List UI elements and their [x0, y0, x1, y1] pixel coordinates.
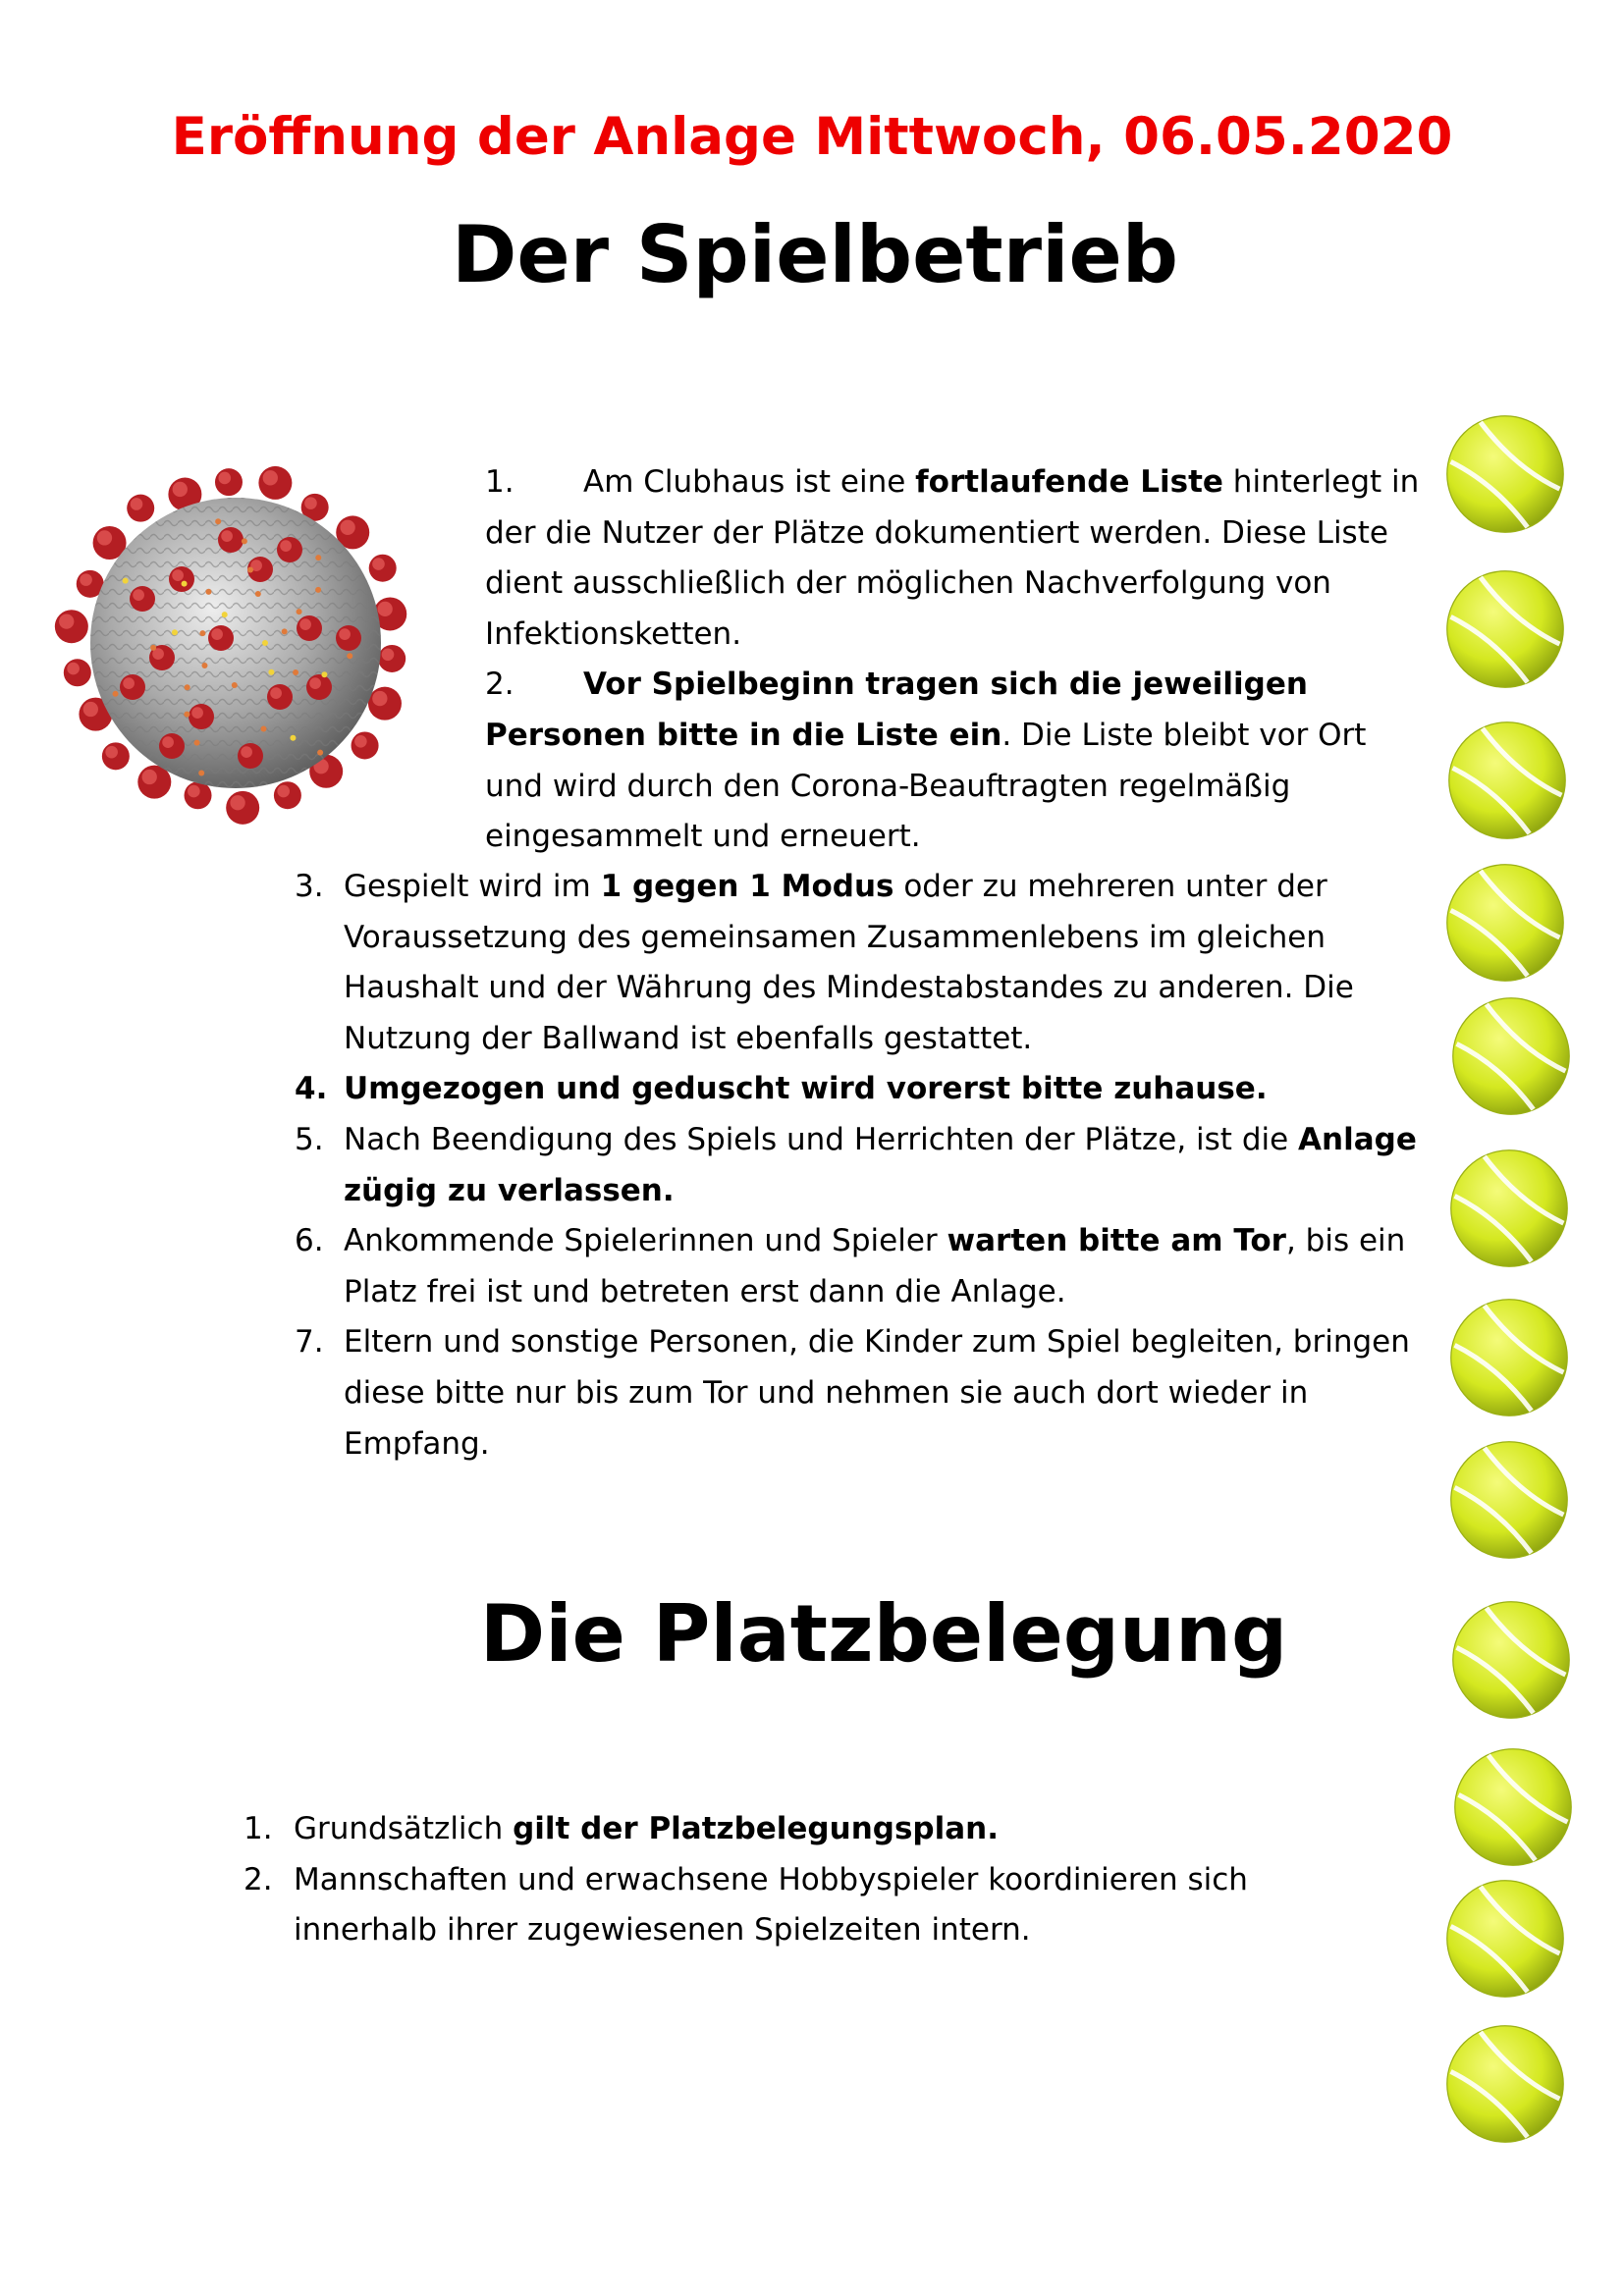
- virus-spike-highlight: [142, 770, 157, 784]
- virus-spike-highlight: [354, 735, 367, 748]
- list-item: [295, 1064, 1434, 1115]
- virus-spike-highlight: [280, 540, 292, 552]
- list-item: [295, 862, 1434, 1064]
- list-item-text: Grundsätzlich: [294, 1811, 514, 1846]
- virus-spike-highlight: [188, 785, 200, 798]
- list-item: [485, 660, 1428, 862]
- list-item: [295, 1216, 1434, 1317]
- virus-protein-dot: [321, 671, 327, 677]
- virus-spike-highlight: [339, 628, 351, 640]
- list-item-number: 6.: [295, 1223, 324, 1259]
- virus-protein-dot: [232, 682, 238, 688]
- list-item: [295, 1115, 1434, 1216]
- virus-protein-dot: [255, 591, 261, 597]
- virus-spike-highlight: [83, 702, 98, 717]
- virus-protein-dot: [347, 653, 352, 659]
- virus-spike-highlight: [241, 746, 252, 758]
- virus-spike-highlight: [211, 628, 223, 640]
- virus-spike-highlight: [80, 573, 92, 586]
- list-item-text: Ankommende Spielerinnen und Spieler: [344, 1223, 947, 1259]
- virus-protein-dot: [293, 669, 298, 675]
- platzbelegung-list: [244, 1804, 1324, 1956]
- virus-protein-dot: [199, 630, 205, 636]
- tennis-ball-icon: [1447, 1438, 1571, 1562]
- virus-spike-highlight: [162, 736, 174, 748]
- virus-spike-highlight: [67, 663, 80, 675]
- spielbetrieb-list-intro: [485, 457, 1428, 863]
- tennis-ball-icon: [1447, 1147, 1571, 1270]
- virus-protein-dot: [315, 555, 321, 561]
- spielbetrieb-list: [295, 862, 1434, 1469]
- list-item-number: 2.: [244, 1861, 273, 1897]
- virus-protein-dot: [215, 518, 221, 524]
- virus-spike-highlight: [191, 707, 203, 719]
- list-item-text: . Die Liste bleibt vor Ort und wird durch den Corona-Beauftragten regelmäßig eingesammelt und erneuert.: [485, 717, 1367, 855]
- virus-spike-highlight: [270, 687, 282, 699]
- virus-spike-highlight: [221, 530, 233, 542]
- virus-protein-dot: [182, 581, 188, 587]
- tennis-ball-icon: [1443, 1877, 1567, 2001]
- list-item-number: 2.: [485, 667, 514, 703]
- virus-spike-highlight: [133, 589, 144, 601]
- platzbelegung-heading: Die Platzbelegung: [479, 1588, 1288, 1680]
- list-item-text: Am Clubhaus ist eine: [583, 464, 916, 500]
- list-item-bold-text: warten bitte am Tor: [947, 1223, 1286, 1259]
- virus-protein-dot: [262, 640, 268, 646]
- virus-spike-highlight: [97, 530, 112, 545]
- list-item: [485, 457, 1428, 660]
- list-item-number: 4.: [295, 1071, 328, 1107]
- virus-protein-dot: [184, 712, 189, 718]
- virus-protein-dot: [198, 771, 204, 776]
- spielbetrieb-heading: Der Spielbetrieb: [451, 209, 1179, 300]
- virus-protein-dot: [123, 578, 129, 584]
- virus-spike-highlight: [59, 614, 74, 628]
- tennis-ball-icon: [1451, 1745, 1575, 1869]
- virus-protein-dot: [113, 691, 119, 697]
- virus-spike-highlight: [230, 795, 244, 810]
- list-item-text: oder zu mehreren unter der Voraussetzung des gemeinsamen Zusammenlebens im gleichen Haushalt und der Währung des Mindestabstandes zu anderen. Die Nutzung der Ballwand ist ebenfalls gestattet.: [344, 869, 1354, 1056]
- tennis-ball-icon: [1449, 994, 1573, 1118]
- virus-protein-dot: [247, 567, 253, 573]
- list-item: [244, 1804, 1324, 1855]
- virus-spike-highlight: [299, 618, 311, 630]
- tennis-ball-icon: [1443, 567, 1567, 691]
- virus-spike-highlight: [131, 498, 143, 510]
- virus-protein-dot: [297, 609, 302, 614]
- list-item-number: 1.: [485, 464, 514, 500]
- list-item-text: Gespielt wird im: [344, 869, 601, 904]
- virus-protein-dot: [317, 750, 323, 756]
- list-item: [244, 1855, 1324, 1956]
- virus-protein-dot: [222, 612, 228, 617]
- virus-protein-dot: [205, 589, 211, 595]
- list-item: [295, 1317, 1434, 1469]
- virus-spike-highlight: [105, 746, 118, 759]
- virus-protein-dot: [260, 725, 266, 731]
- virus-spike-highlight: [378, 602, 393, 616]
- list-item-text: hinterlegt in der die Nutzer der Plätze dokumentiert werden. Diese Liste dient ausschließlich der möglichen Nachverfolgung von Infektionsketten.: [485, 464, 1420, 652]
- virus-spike-highlight: [340, 520, 354, 535]
- list-item-number: 5.: [295, 1121, 324, 1157]
- virus-spike-highlight: [218, 472, 231, 485]
- virus-spike-highlight: [172, 569, 184, 581]
- virus-protein-dot: [315, 587, 321, 593]
- list-item-bold-text: Vor Spielbeginn tragen sich die jeweiligen Personen bitte in die Liste ein: [485, 667, 1308, 753]
- tennis-ball-icon: [1447, 1296, 1571, 1419]
- tennis-ball-icon: [1449, 1598, 1573, 1722]
- list-item-number: 7.: [295, 1324, 324, 1361]
- announcement-title: Eröffnung der Anlage Mittwoch, 06.05.2020: [171, 107, 1453, 167]
- list-item-number: 3.: [295, 869, 324, 904]
- virus-spike-highlight: [309, 677, 321, 689]
- list-item-text: Nach Beendigung des Spiels und Herrichten der Plätze, ist die: [344, 1121, 1299, 1157]
- virus-protein-dot: [150, 645, 156, 651]
- list-item-bold-text: 1 gegen 1 Modus: [600, 869, 894, 904]
- list-item-bold-text: Umgezogen und geduscht wird vorerst bitte zuhause.: [344, 1071, 1268, 1107]
- list-item-text: Mannschaften und erwachsene Hobbyspieler koordinieren sich innerhalb ihrer zugewiesenen Spielzeiten intern.: [294, 1861, 1248, 1949]
- list-item-text: Eltern und sonstige Personen, die Kinder zum Spiel begleiten, bringen diese bitte nur bis zum Tor und nehmen sie auch dort wieder in Empfang.: [344, 1324, 1410, 1462]
- virus-protein-dot: [172, 629, 178, 635]
- list-item-bold-text: fortlaufende Liste: [915, 464, 1223, 500]
- virus-spike-highlight: [263, 470, 278, 485]
- virus-protein-dot: [268, 669, 274, 675]
- virus-spike-highlight: [372, 558, 385, 570]
- virus-protein-dot: [185, 684, 190, 690]
- tennis-ball-icon: [1443, 861, 1567, 985]
- virus-spike-highlight: [304, 497, 317, 509]
- list-item-bold-text: Anlage zügig zu verlassen.: [344, 1121, 1417, 1208]
- virus-spike-highlight: [123, 677, 135, 689]
- virus-protein-dot: [290, 735, 296, 741]
- list-item-text: , bis ein Platz frei ist und betreten erst dann die Anlage.: [344, 1223, 1406, 1309]
- tennis-ball-icon: [1443, 2022, 1567, 2146]
- virus-spike-highlight: [382, 648, 395, 661]
- virus-protein-dot: [242, 538, 247, 544]
- virus-protein-dot: [282, 628, 288, 634]
- list-item-bold-text: gilt der Platzbelegungsplan.: [513, 1811, 999, 1846]
- coronavirus-icon: [54, 461, 417, 825]
- virus-spike-highlight: [372, 691, 387, 706]
- list-item-number: 1.: [244, 1811, 273, 1846]
- tennis-ball-icon: [1445, 719, 1569, 842]
- virus-protein-dot: [201, 663, 207, 668]
- virus-spike-highlight: [277, 785, 290, 798]
- tennis-ball-icon: [1443, 412, 1567, 536]
- virus-protein-dot: [194, 740, 200, 746]
- virus-spike-highlight: [173, 482, 188, 497]
